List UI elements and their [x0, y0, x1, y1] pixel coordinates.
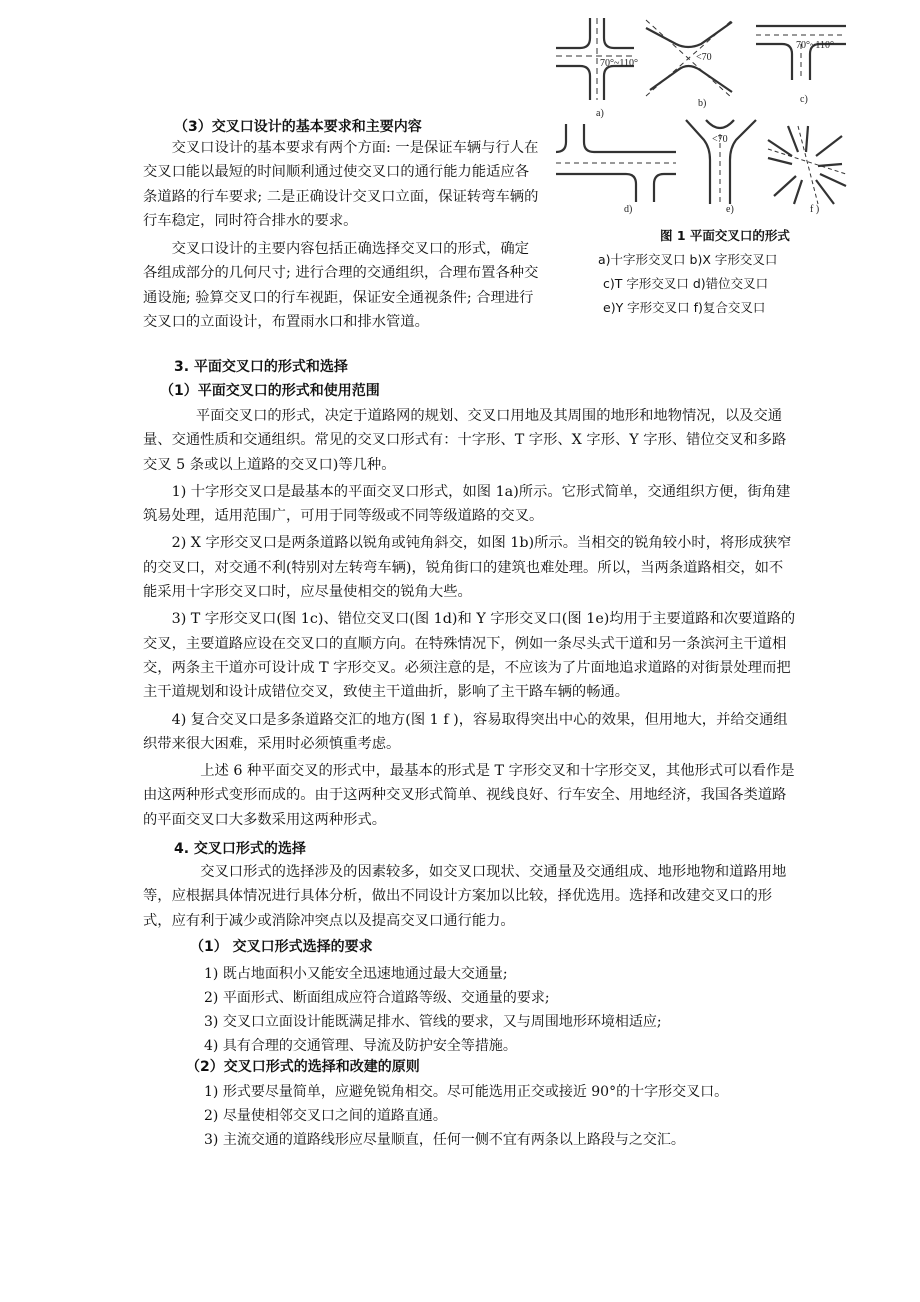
sublabel-f: f )	[810, 204, 820, 215]
intersection-figure	[556, 14, 850, 228]
angle-label-b: <70	[696, 52, 712, 63]
angle-label-a: 70°~110°	[600, 58, 639, 69]
paragraph: 交叉口设计的主要内容包括正确选择交叉口的形式，确定各组成部分的几何尺寸; 进行合理的交通组织，合理布置各种交通设施; 验算交叉口的行车视距，保证安全通视条件; 合理进行交叉口的立面设计，布置雨水口和排水管道。	[143, 241, 539, 331]
paragraph: 3) T 字形交叉口(图 1c)、错位交叉口(图 1d)和 Y 字形交叉口(图 1e)均用于主要道路和次要道路的交叉，主要道路应设在交叉口的直顺方向。在特殊情况下，例如一条尽头式干道和另一条滨河主干道相交，两条主干道亦可设计成 T 字形交叉。必须注意的是，不应该为了片面地追求道路的对街景处理而把主干道规划和设计成错位交叉，致使主干道曲折，影响了主干路车辆的畅通。	[143, 611, 796, 701]
figure-caption-line: e)Y 字形交叉口 f)复合交叉口	[603, 300, 766, 315]
sublabel-a: a)	[596, 108, 604, 119]
section-3-body	[143, 404, 797, 832]
sublabel-e: e)	[726, 204, 734, 215]
paragraph: 交叉口形式的选择涉及的因素较多，如交叉口现状、交通量及交通组成、地形地物和道路用地等，应根据具体情况进行具体分析，做出不同设计方案加以比较，择优选用。选择和改建交叉口的形式，应有利于减少或消除冲突点以及提高交叉口通行能力。	[143, 864, 787, 929]
list-item: 2) 平面形式、断面组成应符合道路等级、交通量的要求;	[204, 990, 550, 1006]
list-item: 1) 形式要尽量简单，应避免锐角相交。尽可能选用正交或接近 90°的十字形交叉口。	[204, 1084, 729, 1100]
figure-caption-line: a)十字形交叉口 b)X 字形交叉口	[598, 252, 778, 267]
paragraph: 上述 6 种平面交叉的形式中，最基本的形式是 T 字形交叉和十字形交叉，其他形式可以看作是由这两种形式变形而成的。由于这两种交叉形式简单、视线良好、行车安全、用地经济，我国各类道路的平面交叉口大多数采用这两种形式。	[143, 763, 795, 828]
figure-caption-title: 图 1 平面交叉口的形式	[660, 228, 790, 243]
section-4-body	[143, 860, 797, 933]
paragraph: 1) 十字形交叉口是最基本的平面交叉口形式，如图 1a)所示。它形式简单，交通组织方便，街角建筑易处理，适用范围广，可用于同等级或不同等级道路的交叉。	[143, 483, 791, 525]
list-item: 4) 具有合理的交通管理、导流及防护安全等措施。	[204, 1038, 517, 1054]
sublabel-d: d)	[624, 204, 633, 215]
angle-label-c: 70°~110°	[796, 40, 835, 51]
paragraph: 2) X 字形交叉口是两条道路以锐角或钝角斜交，如图 1b)所示。当相交的锐角较小时，将形成狭窄的交叉口，对交通不利(特别对左转弯车辆)，锐角街口的建筑也难处理。所以，当两条道路相交，如不能采用十字形交叉口时，应尽量使相交的锐角大些。	[143, 535, 792, 601]
figure-caption-line: c)T 字形交叉口 d)错位交叉口	[603, 276, 769, 291]
subsection-heading: （2）交叉口形式的选择和改建的原则	[186, 1059, 420, 1075]
sublabel-c: c)	[800, 94, 808, 105]
section-heading: 4. 交叉口形式的选择	[174, 841, 306, 857]
list-item: 3) 主流交通的道路线形应尽量顺直，任何一侧不宜有两条以上路段与之交汇。	[204, 1132, 685, 1148]
section-heading: 3. 平面交叉口的形式和选择	[174, 359, 348, 375]
subsection-heading: （1） 交叉口形式选择的要求	[190, 939, 373, 955]
paragraph: 交叉口设计的基本要求有两个方面: 一是保证车辆与行人在交叉口能以最短的时间顺利通过使交叉口的通行能力能适应各条道路的行车要求; 二是正确设计交叉口立面，保证转弯车辆的行车稳定，同时符合排水的要求。	[143, 140, 539, 229]
subsection-heading: （1）平面交叉口的形式和使用范围	[160, 383, 380, 399]
paragraph-left-column	[143, 136, 543, 334]
section-heading: （3）交叉口设计的基本要求和主要内容	[174, 119, 422, 135]
list-item: 2) 尽量使相邻交叉口之间的道路直通。	[204, 1108, 447, 1124]
paragraph: 平面交叉口的形式，决定于道路网的规划、交叉口用地及其周围的地形和地物情况，以及交通量、交通性质和交通组织。常见的交叉口形式有：十字形、T 字形、X 字形、Y 字形、错位交叉和多路交叉 5 条或以上道路的交叉口)等几种。	[143, 408, 787, 473]
list-item: 1) 既占地面积小又能安全迅速地通过最大交通量;	[204, 966, 508, 982]
angle-label-e: <70	[712, 134, 728, 145]
paragraph: 4) 复合交叉口是多条道路交汇的地方(图 1 f )，容易取得突出中心的效果，但用地大，并给交通组织带来很大困难，采用时必须慎重考虑。	[143, 711, 788, 752]
sublabel-b: b)	[698, 98, 707, 109]
list-item: 3) 交叉口立面设计能既满足排水、管线的要求，又与周围地形环境相适应;	[204, 1014, 662, 1030]
